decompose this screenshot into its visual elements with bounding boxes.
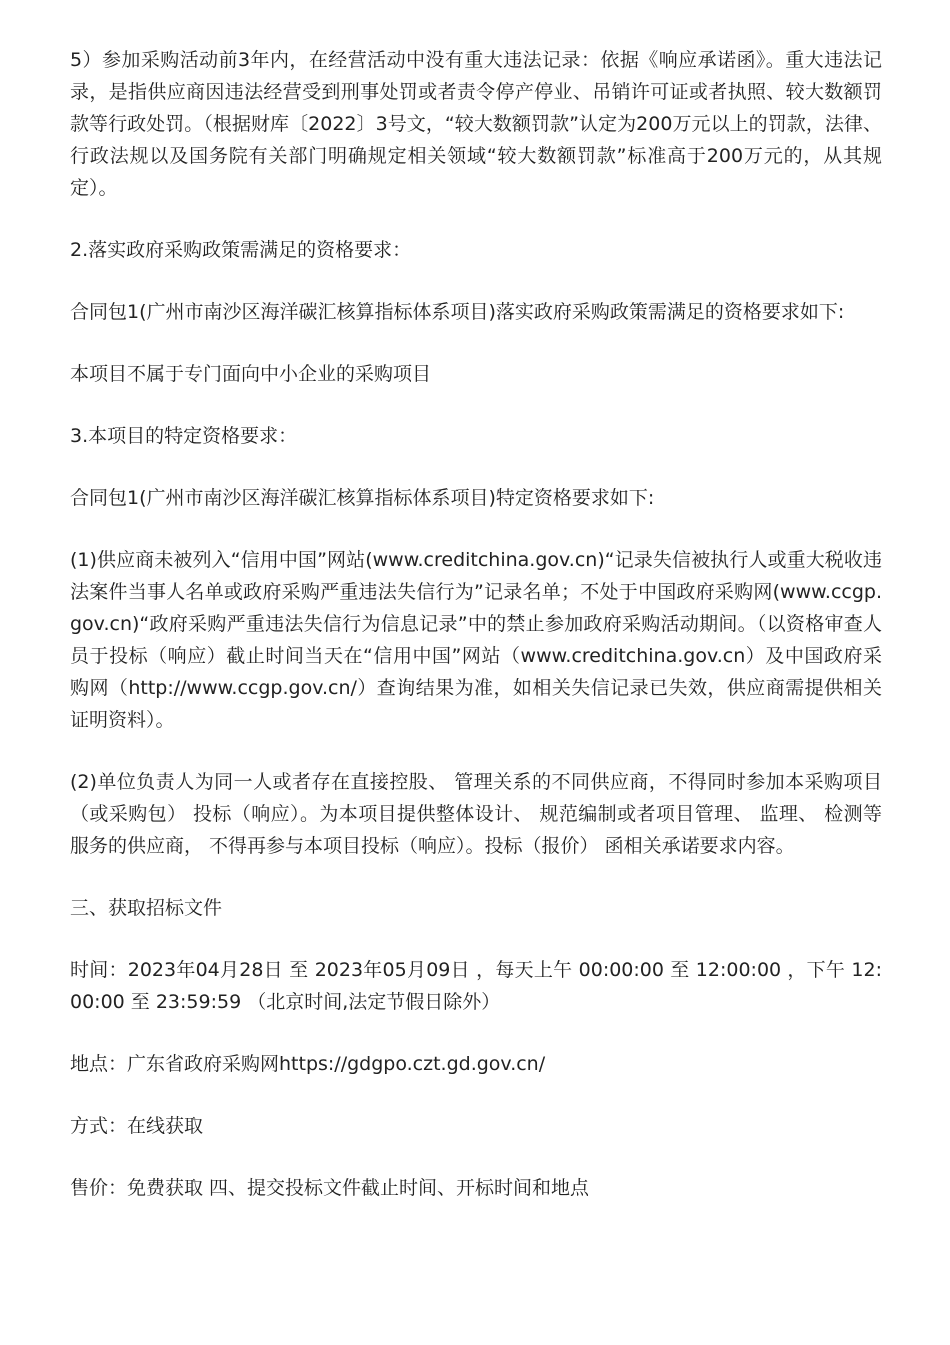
paragraph-credit-requirement: (1)供应商未被列入“信用中国”网站(www.creditchina.gov.cn)“记录失信被执行人或重大税收违法案件当事人名单或政府采购严重违法失信行为”记录名单；不处于中国政府采购网(www.ccgp.gov.cn)“政府采购严重违法失信行为信息记录”中的禁止参加政府采购活动期间。（以资格审查人员于投标（响应）截止时间当天在“信用中国”网站（www.creditchina.gov.cn）及中国政府采购网（http://www.ccgp.gov.cn/）查询结果为准，如相关失信记录已失效，供应商需提供相关证明资料）。	[70, 549, 882, 731]
section-heading-policy-requirements: 2.落实政府采购政策需满足的资格要求：	[70, 239, 412, 261]
document-body	[70, 44, 882, 1234]
paragraph-obtain-location: 地点：广东省政府采购网https://gdgpo.czt.gd.gov.cn/	[70, 1053, 546, 1075]
paragraph-package-policy: 合同包1(广州市南沙区海洋碳汇核算指标体系项目)落实政府采购政策需满足的资格要求如下:	[70, 301, 845, 323]
paragraph-obtain-method: 方式：在线获取	[70, 1115, 204, 1137]
paragraph-conflict-requirement: (2)单位负责人为同一人或者存在直接控股、 管理关系的不同供应商，不得同时参加本采购项目（或采购包） 投标（响应）。为本项目提供整体设计、 规范编制或者项目管理、 监理、 检测等服务的供应商， 不得再参与本项目投标（响应）。投标（报价） 函相关承诺要求内容。	[70, 771, 882, 857]
paragraph-obtain-time: 时间：2023年04月28日 至 2023年05月09日 ，每天上午 00:00:00 至 12:00:00 ，下午 12:00:00 至 23:59:59 （北京时间,法定节假日除外）	[70, 959, 882, 1013]
section-heading-specific-requirements: 3.本项目的特定资格要求：	[70, 425, 298, 447]
section-heading-obtain-documents: 三、获取招标文件	[70, 897, 223, 919]
paragraph-price: 售价：免费获取 四、提交投标文件截止时间、开标时间和地点	[70, 1177, 590, 1199]
paragraph-sme-note: 本项目不属于专门面向中小企业的采购项目	[70, 363, 432, 385]
paragraph-violation-record: 5）参加采购活动前3年内，在经营活动中没有重大违法记录：依据《响应承诺函》。重大违法记录，是指供应商因违法经营受到刑事处罚或者责令停产停业、吊销许可证或者执照、较大数额罚款等行政处罚。（根据财库〔2022〕3号文，“较大数额罚款”认定为200万元以上的罚款，法律、行政法规以及国务院有关部门明确规定相关领域“较大数额罚款”标准高于200万元的，从其规定）。	[70, 49, 882, 199]
paragraph-package-specific: 合同包1(广州市南沙区海洋碳汇核算指标体系项目)特定资格要求如下:	[70, 487, 655, 509]
